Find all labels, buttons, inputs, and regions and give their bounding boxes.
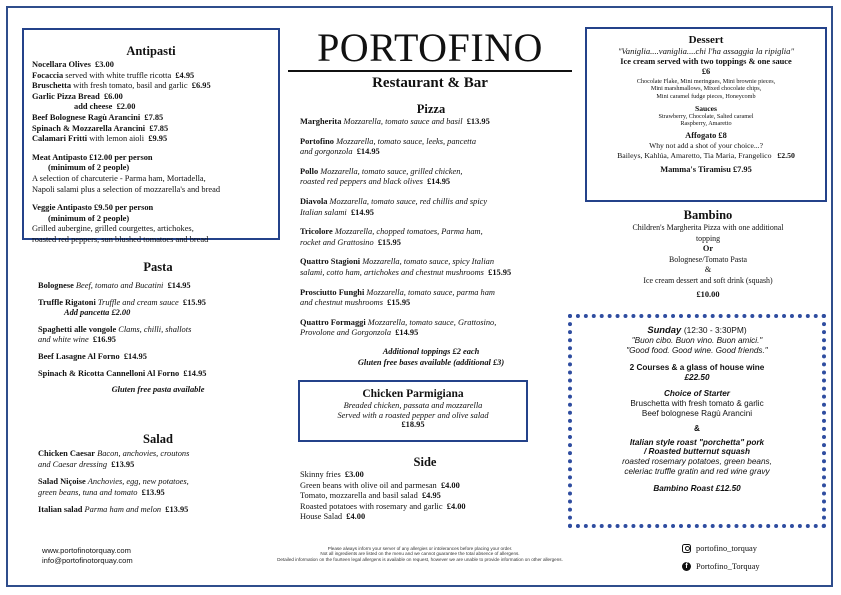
- bambino-amp: &: [704, 265, 712, 275]
- menu-item: Focaccia served with white truffle ricotta £4.95: [32, 70, 195, 80]
- menu-item: Truffle Rigatoni Truffle and cream sauce £15.95 Add pancetta £2.00: [38, 297, 206, 318]
- bambino-section: [588, 208, 828, 300]
- bambino-roast: Bambino Roast £12.50: [653, 484, 741, 494]
- antipasti-title: Antipasti: [126, 44, 176, 58]
- main-sides: roasted rosemary potatoes, green beans,: [622, 456, 772, 466]
- menu-item: Bolognese Beef, tomato and Bucatini £14.95: [38, 281, 191, 290]
- toppings-list: Chocolate Flake, Mini meringues, Mini brownie pieces, Mini marshmallows, Mixed chocolate chips, Mini caramel fudge pieces, Honeycomb: [636, 77, 776, 100]
- sunday-box: [568, 314, 826, 528]
- ice-cream-price: £6: [701, 67, 711, 77]
- menu-item: Margherita Mozzarella, tomato sauce and basil £13.95: [300, 117, 490, 126]
- bambino-desc: Children's Margherita Pizza with one additional: [632, 223, 784, 232]
- dessert-quote: "Vaniglia....vaniglia....chi l'ha assaggia la ripiglia": [617, 46, 795, 56]
- starter-option: Beef bolognese Ragù Arancini: [641, 408, 753, 418]
- allergy-text: Not all ingredients are listed on the menu and we cannot guarantee the total absence of allergens.: [320, 551, 520, 557]
- antipasti-box: [22, 28, 280, 244]
- sauces-list: Strawberry, Chocolate, Salted caramel Raspberry, Amaretto: [658, 113, 754, 128]
- allergy-text: Detailed information on the fourteen legal allergens is available on request, however we are unable to provide information on other allergens.: [277, 556, 563, 562]
- dessert-title: Dessert: [688, 34, 724, 46]
- menu-item: Roasted potatoes with rosemary and garlic £4.00: [300, 501, 466, 511]
- veggie-antipasto-minimum: (minimum of 2 people): [48, 213, 130, 223]
- meat-antipasto-desc: Napoli salami plus a selection of mozzarella's and bread: [32, 184, 221, 194]
- menu-item: Spinach & Mozzarella Arancini £7.85: [32, 123, 169, 133]
- side-section: [300, 455, 550, 523]
- salad-section: [38, 432, 278, 522]
- dessert-box: [585, 27, 827, 202]
- pizza-section: [300, 102, 562, 368]
- salad-title: Salad: [143, 432, 173, 446]
- affogato-question: Why not add a shot of your choice...?: [649, 141, 763, 151]
- menu-item: Quattro Formaggi Mozzarella, tomato sauce, Grattosino, Provolone and Gorgonzola £14.95: [300, 317, 497, 338]
- menu-item: Spaghetti alle vongole Clams, chilli, shallots and white wine £16.95: [38, 324, 192, 345]
- veggie-antipasto-heading: Veggie Antipasto £9.50 per person: [32, 203, 154, 213]
- menu-item: Garlic Pizza Bread £6.00: [32, 91, 123, 101]
- chicken-parmigiana-price: £18.95: [401, 420, 425, 430]
- menu-item: Nocellara Olives £3.00: [32, 60, 114, 69]
- bambino-desc: topping: [695, 233, 721, 243]
- sauces-title: Sauces: [695, 104, 717, 113]
- main-option: / Roasted butternut squash: [644, 447, 750, 457]
- sunday-heading: Sunday (12:30 - 3:30PM): [647, 324, 747, 335]
- menu-item: Pollo Mozzarella, tomato sauce, grilled chicken, roasted red peppers and black olives £14.95: [300, 166, 463, 187]
- sunday-quote-it: "Buon cibo. Buon vino. Buon amici.": [631, 336, 763, 345]
- sunday-amp: &: [694, 424, 700, 434]
- menu-item: Salad Niçoise Anchovies, egg, new potatoes, green beans, tuna and tomato £13.95: [38, 477, 189, 497]
- menu-item: Calamari Fritti with lemon aioli £9.95: [32, 134, 168, 144]
- footer-contacts: [42, 546, 133, 566]
- restaurant-name: PORTOFINO: [317, 25, 543, 70]
- website-link[interactable]: www.portofinotorquay.com: [42, 546, 131, 555]
- menu-item: Tricolore Mozzarella, chopped tomatoes, Parma ham, rocket and Grattosino £15.95: [300, 227, 483, 247]
- gluten-free-bases-note: Gluten free bases available (additional £3): [357, 357, 505, 367]
- restaurant-logo: [282, 27, 578, 92]
- bambino-desc: Bolognese/Tomato Pasta: [668, 254, 748, 264]
- bambino-or: Or: [702, 244, 714, 254]
- starter-option: Bruschetta with fresh tomato & garlic: [630, 398, 764, 408]
- pasta-section: [38, 260, 278, 396]
- restaurant-subtitle: Restaurant & Bar: [372, 75, 488, 91]
- chicken-parmigiana-box: [298, 380, 528, 442]
- sunday-quote-en: "Good food. Good wine. Good friends.": [626, 345, 768, 355]
- chicken-parmigiana-title: Chicken Parmigiana: [362, 388, 464, 400]
- meat-antipasto-heading: Meat Antipasto £12.00 per person: [32, 152, 153, 162]
- bambino-title: Bambino: [683, 208, 733, 222]
- side-title: Side: [413, 455, 437, 469]
- bambino-price: £10.00: [696, 289, 720, 299]
- instagram-icon: [682, 544, 691, 553]
- meat-antipasto-desc: A selection of charcuterie - Parma ham, Mortadella,: [32, 173, 206, 183]
- ice-cream-offer: Ice cream served with two toppings & one sauce: [620, 56, 792, 66]
- social-links: [682, 541, 760, 573]
- menu-item: Italian salad Parma ham and melon £13.95: [38, 505, 189, 515]
- sunday-offer-price: £22.50: [684, 372, 710, 382]
- menu-item: Prosciutto Funghi Mozzarella, tomato sauce, parma ham and chestnut mushrooms £15.95: [300, 287, 495, 308]
- main-option: Italian style roast "porchetta" pork: [629, 437, 765, 447]
- affogato: Affogato £8: [685, 130, 727, 140]
- menu-item: Skinny fries £3.00: [300, 470, 364, 479]
- title-underline: [288, 70, 572, 72]
- affogato-options: Baileys, Kahlúa, Amaretto, Tia Maria, Frangelico £2.50: [617, 150, 795, 160]
- instagram-link[interactable]: portofino_torquay: [682, 541, 760, 555]
- menu-item: Quattro Stagioni Mozzarella, tomato sauce, spicy Italian salami, cotto ham, artichokes and chestnut mushrooms £15.95: [300, 257, 512, 277]
- menu-item: Tomato, mozzarella and basil salad £4.95: [300, 491, 441, 501]
- allergy-notice: [230, 546, 610, 562]
- menu-item: Green beans with olive oil and parmesan £4.00: [300, 480, 460, 490]
- menu-item: add cheese £2.00: [74, 102, 136, 112]
- menu-item: Bruschetta with fresh tomato, basil and garlic £6.95: [32, 81, 211, 91]
- bambino-desc: Ice cream dessert and soft drink (squash): [643, 275, 773, 285]
- menu-item: Beef Bolognese Ragù Arancini £7.85: [32, 112, 164, 122]
- facebook-link[interactable]: f Portofino_Torquay: [682, 559, 760, 573]
- menu-item: Diavola Mozzarella, tomato sauce, red chillis and spicy Italian salami £14.95: [300, 196, 488, 217]
- menu-item: House Salad £4.00: [300, 512, 366, 522]
- chicken-parmigiana-desc: Served with a roasted pepper and olive salad: [337, 410, 489, 420]
- tiramisu: Mamma's Tiramisu £7.95: [660, 165, 752, 175]
- menu-item: Spinach & Ricotta Cannelloni Al Forno £14.95: [38, 368, 207, 378]
- menu-item: Beef Lasagne Al Forno £14.95: [38, 351, 147, 361]
- menu-item: Portofino Mozzarella, tomato sauce, leeks, pancetta and gorgonzola £14.95: [300, 136, 477, 157]
- menu-item: Chicken Caesar Bacon, anchovies, croutons and Caesar dressing £13.95: [38, 449, 190, 469]
- veggie-antipasto-desc: roasted red peppers, sun blushed tomatoes and bread: [32, 234, 209, 244]
- gluten-free-pasta-note: Gluten free pasta available: [111, 385, 205, 395]
- allergy-text: Please always inform your server of any allergies or intolerances before placing your order.: [327, 546, 513, 551]
- main-sides: celeriac truffle gratin and red wine gravy: [624, 466, 770, 476]
- additional-toppings-note: Additional toppings £2 each: [382, 346, 480, 356]
- facebook-icon: f: [682, 562, 691, 571]
- pasta-title: Pasta: [143, 260, 173, 274]
- pizza-title: Pizza: [416, 102, 446, 116]
- veggie-antipasto-desc: Grilled aubergine, grilled courgettes, artichokes,: [32, 224, 194, 234]
- email-link[interactable]: info@portofinotorquay.com: [42, 556, 133, 565]
- chicken-parmigiana-desc: Breaded chicken, passata and mozzarella: [343, 401, 483, 410]
- starter-title: Choice of Starter: [664, 389, 730, 399]
- meat-antipasto-minimum: (minimum of 2 people): [48, 163, 130, 173]
- sunday-offer: 2 Courses & a glass of house wine: [629, 363, 765, 373]
